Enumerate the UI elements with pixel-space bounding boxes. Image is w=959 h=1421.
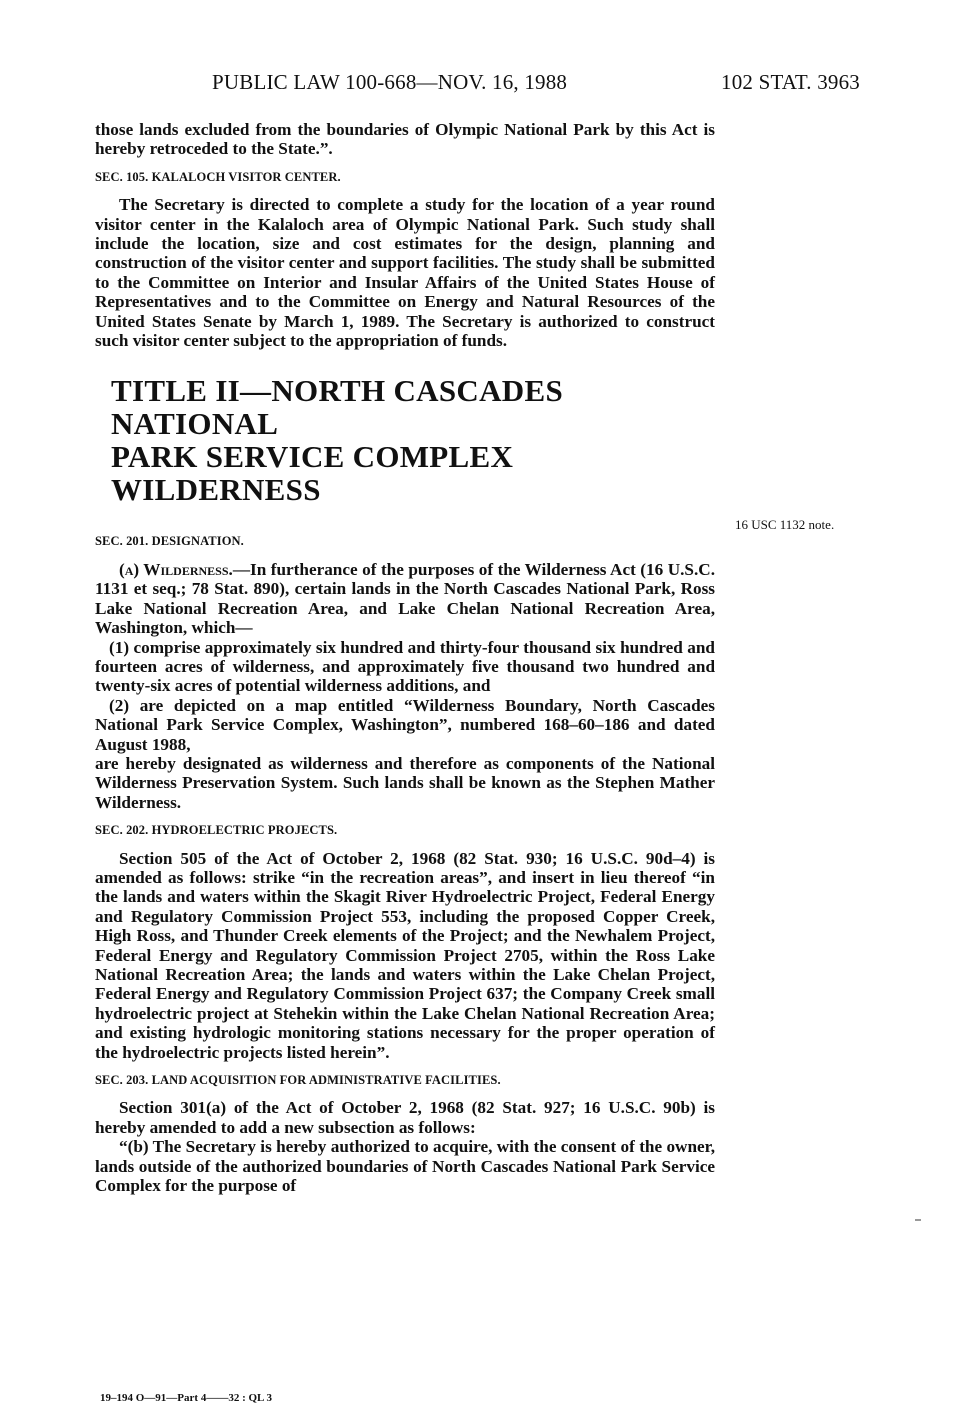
title-ii-heading	[111, 374, 715, 506]
sec-201-a-label: (a) Wilderness.	[119, 559, 233, 579]
scan-speck	[915, 1219, 921, 1221]
sec-105-paragraph: The Secretary is directed to complete a study for the location of a year round visitor center in the Kalaloch area of Olympic National Park. Such study shall include the location, size and cost estimates for the design, planning and construction of the visitor center and support facilities. The study shall be submitted to the Committee on Interior and Insular Affairs of the United States House of Representatives and to the Committee on Energy and Natural Resources of the United States Senate by March 1, 1989. The Secretary is authorized to construct such visitor center subject to the appropriation of funds.	[95, 195, 715, 351]
sec-201-a-text: —In furtherance of the purposes of the Wilderness Act (16 U.S.C. 1131 et seq.; 78 Stat. 890), certain lands in the North Cascades National Park, Ross Lake National Recreation Area, and Lake Chelan National Recreation Area, Washington, which—	[95, 559, 715, 638]
sec-201-closing: are hereby designated as wilderness and therefore as components of the National Wilderness Preservation System. Such lands shall be known as the Stephen Mather Wilderness.	[95, 753, 715, 812]
main-text-column	[95, 120, 715, 1195]
sec-201-heading: SEC. 201. DESIGNATION.	[95, 534, 244, 549]
title-line-1: TITLE II—NORTH CASCADES NATIONAL	[111, 373, 563, 442]
law-title: PUBLIC LAW 100-668—NOV. 16, 1988	[212, 70, 568, 94]
sec-201-item-2: (2) are depicted on a map entitled “Wilderness Boundary, North Cascades National Park Service Complex, Washington”, numbered 168–60–186 and dated August 1988,	[95, 695, 715, 754]
print-footer: 19–194 O—91—Part 4——32 : QL 3	[100, 1392, 273, 1404]
sec-202-paragraph: Section 505 of the Act of October 2, 1968 (82 Stat. 930; 16 U.S.C. 90d–4) is amended as follows: strike “in the recreation areas”, and insert in lieu thereof “in the lands and waters within the Skagit River Hydroelectric Project, Federal Energy and Regulatory Commission Project 553, including the proposed Copper Creek, High Ross, and Thunder Creek elements of the Project; and the Newhalem Project, Federal Energy and Regulatory Commission Project 2705, within the Ross Lake National Recreation Area; the lands and waters within the Lake Chelan Project, Federal Energy and Regulatory Commission Project 637; the Company Creek small hydroelectric project at Stehekin within the Lake Chelan National Recreation Area; and existing hydrologic monitoring stations necessary for the proper operation of the hydroelectric projects listed herein”.	[95, 848, 715, 1062]
sec-201-a-paragraph	[95, 560, 715, 638]
sec-202-heading: SEC. 202. HYDROELECTRIC PROJECTS.	[95, 823, 338, 838]
opening-paragraph: those lands excluded from the boundaries of Olympic National Park by this Act is hereby retroceded to the State.”.	[95, 120, 715, 159]
sec-201-item-1: (1) comprise approximately six hundred and thirty-four thousand six hundred and fourteen acres of wilderness, and approximately five thousand two hundred and twenty-six acres of potential wilderness additions, and	[95, 637, 715, 696]
stat-citation: 102 STAT. 3963	[721, 70, 860, 94]
margin-note: 16 USC 1132 note.	[735, 517, 835, 532]
sec-203-b-paragraph: “(b) The Secretary is hereby authorized to acquire, with the consent of the owner, lands outside of the authorized boundaries of North Cascades National Park Service Complex for the purpose of	[95, 1137, 715, 1196]
sec-105-heading: SEC. 105. KALALOCH VISITOR CENTER.	[95, 169, 341, 184]
title-line-2: PARK SERVICE COMPLEX WILDERNESS	[111, 439, 514, 508]
sec-203-heading: SEC. 203. LAND ACQUISITION FOR ADMINISTRATIVE FACILITIES.	[95, 1073, 501, 1088]
sec-203-paragraph: Section 301(a) of the Act of October 2, 1968 (82 Stat. 927; 16 U.S.C. 90b) is hereby amended to add a new subsection as follows:	[95, 1098, 715, 1137]
